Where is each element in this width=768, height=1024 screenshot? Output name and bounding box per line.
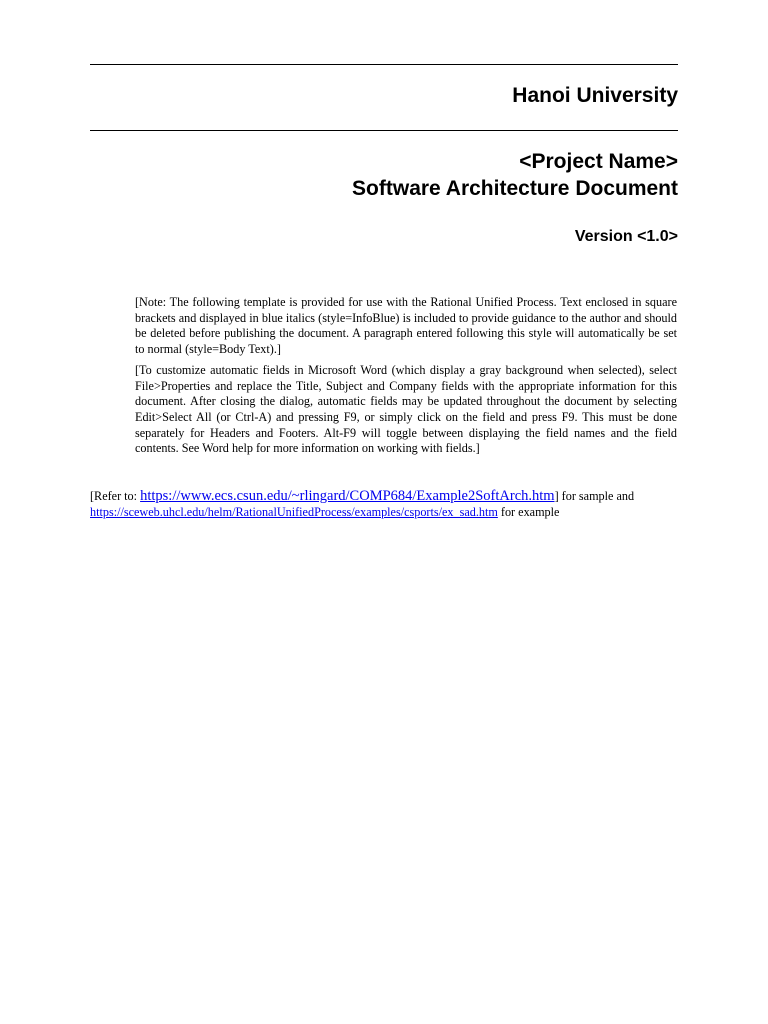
refer-paragraph: [90, 488, 690, 520]
example-link-csun[interactable]: https://www.ecs.csun.edu/~rlingard/COMP684/Example2SoftArch.htm: [140, 488, 555, 504]
note-paragraph-2: [To customize automatic fields in Microsoft Word (which display a gray background when selected), select File>Properties and replace the Title, Subject and Company fields with the appropriate information for this document. After closing the dialog, automatic fields may be updated throughout the document by selecting Edit>Select All (or Ctrl-A) and pressing F9, or simply click on the field and press F9. This must be done separately for Headers and Footers. Alt-F9 will toggle between displaying the field names and the field contents. See Word help for more information on working with fields.]: [135, 362, 677, 456]
university-name: Hanoi University: [512, 84, 678, 107]
note-paragraph-1: [Note: The following template is provided for use with the Rational Unified Process. Text enclosed in square brackets and displayed in blue italics (style=InfoBlue) is included to provide guidance to the author and should be deleted before publishing the document. A paragraph entered following this style will automatically be set to normal (style=Body Text).]: [135, 295, 677, 357]
header-top-rule: [90, 64, 678, 65]
document-type: Software Architecture Document: [352, 177, 678, 200]
version-label: Version <1.0>: [574, 228, 678, 245]
example-link-uhcl[interactable]: https://sceweb.uhcl.edu/helm/RationalUnifiedProcess/examples/csports/ex_sad.htm: [90, 505, 498, 519]
project-name: <Project Name>: [519, 150, 678, 173]
header-bottom-rule: [90, 130, 678, 131]
refer-prefix: [Refer to:: [90, 489, 141, 503]
document-title: [352, 148, 678, 202]
refer-suffix: for example: [497, 505, 560, 519]
template-notes: [135, 295, 677, 462]
refer-middle: ] for sample and: [554, 489, 635, 503]
